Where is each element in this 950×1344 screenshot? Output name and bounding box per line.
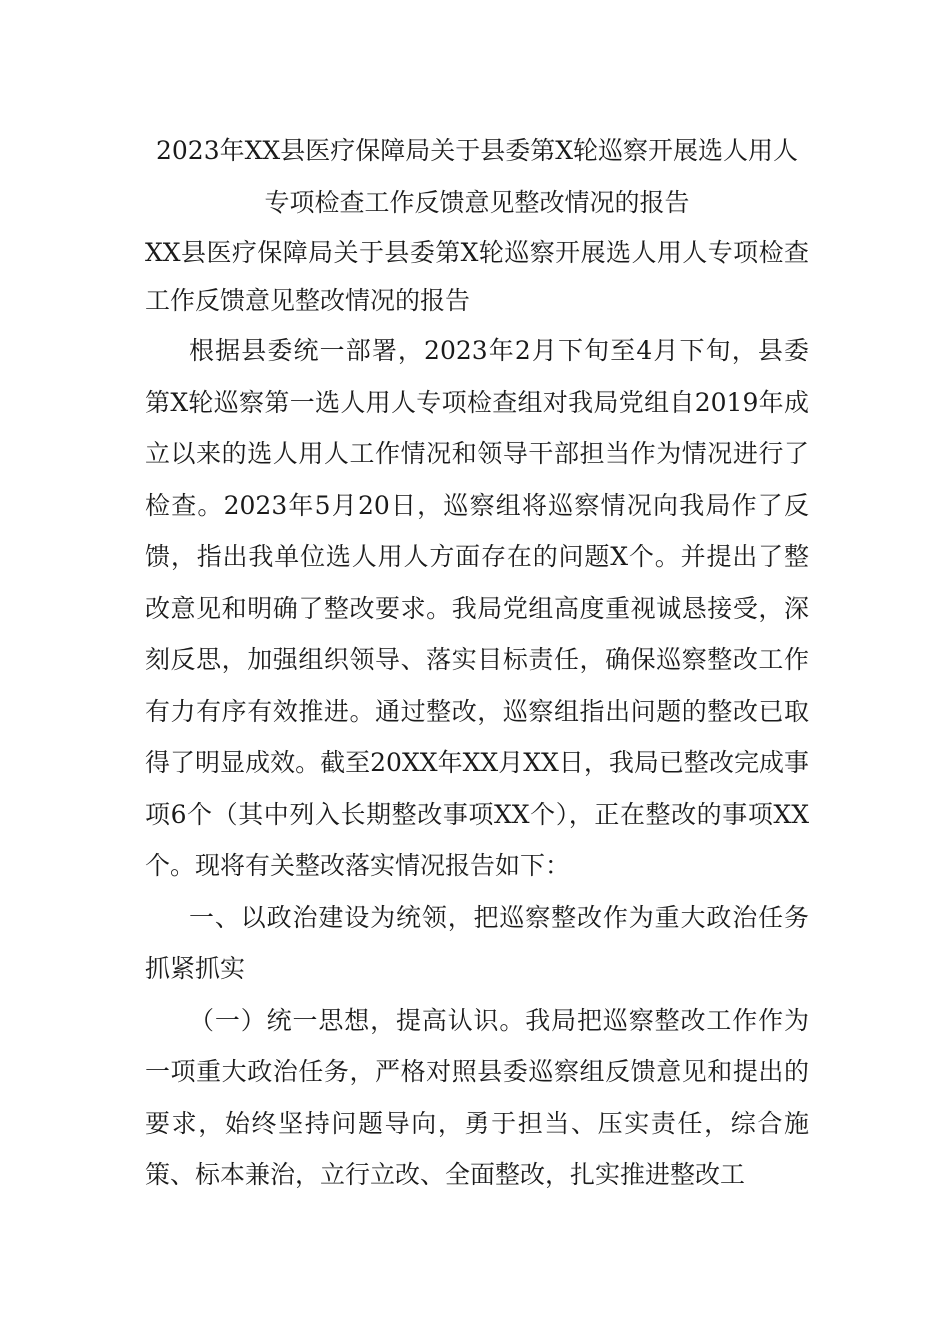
document-subtitle: XX县医疗保障局关于县委第X轮巡察开展选人用人专项检查工作反馈意见整改情况的报告 — [145, 238, 809, 315]
section-heading-1: 一、以政治建设为统领，把巡察整改作为重大政治任务抓紧抓实 — [145, 902, 809, 983]
paragraph-intro: 根据县委统一部署，2023年2月下旬至4月下旬，县委第X轮巡察第一选人用人专项检查组对我局党组自2019年成立以来的选人用人工作情况和领导干部担当作为情况进行了检查。2023年5月20日，巡察组将巡察情况向我局作了反馈，指出我单位选人用人方面存在的问题X个。并提出了整改意见和明确了整改要求。我局党组高度重视诚恳接受，深刻反思，加强组织领导、落实目标责任，确保巡察整改工作有力有序有效推进。通过整改，巡察组指出问题的整改已取得了明显成效。截至20XX年XX月XX日，我局已整改完成事项6个（其中列入长期整改事项XX个），正在整改的事项XX个。现将有关整改落实情况报告如下： — [145, 336, 809, 880]
document-body — [145, 125, 809, 1201]
paragraph-section-1-1: （一）统一思想，提高认识。我局把巡察整改工作作为一项重大政治任务，严格对照县委巡察组反馈意见和提出的要求，始终坚持问题导向，勇于担当、压实责任，综合施策、标本兼治，立行立改、全面整改，扎实推进整改工 — [145, 1005, 809, 1189]
document-title: 2023年XX县医疗保障局关于县委第X轮巡察开展选人用人专项检查工作反馈意见整改情况的报告 — [155, 136, 799, 217]
